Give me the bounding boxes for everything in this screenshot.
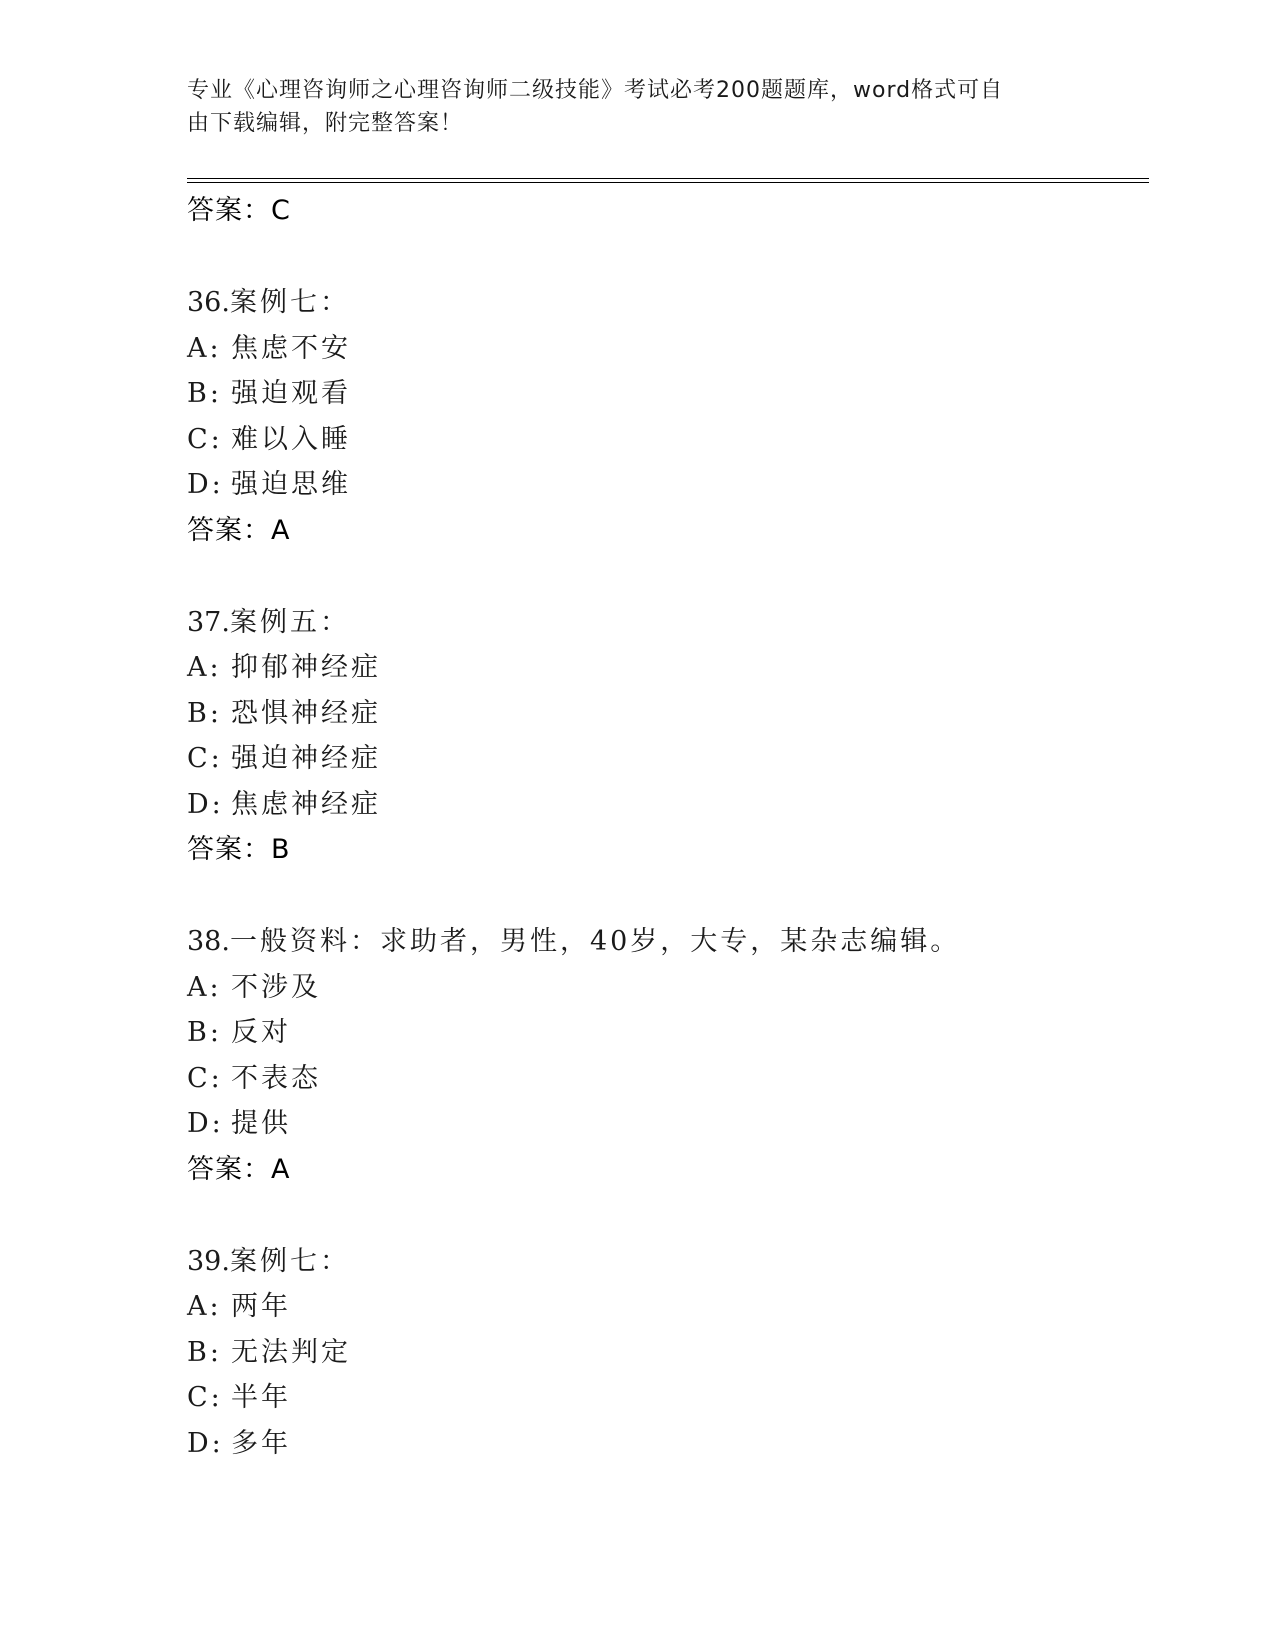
- option-d: [187, 782, 1149, 828]
- option-a: [187, 965, 1149, 1011]
- option-d: [187, 1101, 1149, 1147]
- option-text: 强迫神经症: [231, 743, 381, 774]
- question-stem: [187, 280, 1149, 326]
- question-text: 案例五：: [229, 606, 350, 638]
- option-text: 强迫观看: [231, 378, 351, 409]
- option-text: 恐惧神经症: [231, 697, 381, 729]
- option-text: 半年: [231, 1382, 291, 1413]
- option-a: [187, 1284, 1149, 1330]
- question-stem: [187, 600, 1149, 646]
- header-line-1: 专业《心理咨询师之心理咨询师二级技能》考试必考200题题库，word格式可自: [187, 78, 1004, 103]
- option-letter: B:: [187, 697, 222, 729]
- option-b: [187, 1010, 1149, 1056]
- option-b: [187, 371, 1149, 417]
- option-letter: A:: [187, 971, 222, 1003]
- option-text: 抑郁神经症: [231, 652, 381, 683]
- option-text: 强迫思维: [231, 469, 351, 500]
- document-header: [187, 74, 1067, 140]
- header-divider-bottom: [187, 182, 1149, 183]
- option-a: [187, 326, 1149, 372]
- answer-line: 答案：A: [187, 1153, 291, 1185]
- question-block: [187, 280, 1149, 554]
- option-letter: C:: [187, 1382, 223, 1413]
- header-line-2: 由下载编辑，附完整答案！: [187, 111, 464, 136]
- option-d: [187, 1421, 1149, 1467]
- option-letter: D:: [187, 469, 224, 500]
- answer-line: 答案：C: [187, 195, 291, 226]
- option-letter: C:: [187, 743, 223, 774]
- option-c: [187, 417, 1149, 463]
- option-letter: D:: [187, 1108, 224, 1139]
- option-text: 无法判定: [231, 1336, 351, 1368]
- answer-line: 答案：B: [187, 834, 291, 865]
- question-block: [187, 919, 1149, 1193]
- option-letter: C:: [187, 423, 223, 455]
- option-text: 提供: [231, 1108, 291, 1139]
- question-number: 38.: [187, 926, 230, 957]
- option-text: 焦虑不安: [231, 332, 351, 364]
- question-block: [187, 600, 1149, 874]
- question-text: 案例七：: [229, 1245, 350, 1277]
- option-text: 不表态: [231, 1062, 321, 1094]
- answer-line: 答案：A: [187, 514, 291, 546]
- option-text: 两年: [231, 1291, 291, 1322]
- option-letter: C:: [187, 1062, 223, 1094]
- option-text: 难以入睡: [231, 423, 351, 455]
- question-list: [187, 188, 1149, 1466]
- option-text: 不涉及: [231, 971, 321, 1003]
- question-number: 37.: [187, 606, 230, 638]
- option-letter: A:: [187, 332, 222, 364]
- question-stem: [187, 1239, 1149, 1285]
- option-text: 焦虑神经症: [231, 788, 381, 820]
- question-text: 一般资料：求助者，男性，40岁，大专，某杂志编辑。: [229, 926, 961, 957]
- option-letter: B:: [187, 1336, 222, 1368]
- question-number: 39.: [187, 1245, 230, 1277]
- option-b: [187, 1330, 1149, 1376]
- option-letter: A:: [187, 652, 222, 683]
- option-b: [187, 691, 1149, 737]
- option-c: [187, 1375, 1149, 1421]
- question-text: 案例七：: [229, 287, 350, 318]
- option-letter: B:: [187, 1017, 222, 1048]
- option-text: 多年: [231, 1427, 291, 1459]
- question-block: [187, 1239, 1149, 1467]
- option-d: [187, 462, 1149, 508]
- question-number: 36.: [187, 287, 230, 318]
- header-divider-top: [187, 178, 1149, 179]
- option-letter: A:: [187, 1291, 222, 1322]
- option-c: [187, 1056, 1149, 1102]
- option-text: 反对: [231, 1017, 291, 1048]
- option-letter: B:: [187, 378, 222, 409]
- option-letter: D:: [187, 788, 224, 820]
- option-letter: D:: [187, 1427, 224, 1459]
- option-c: [187, 736, 1149, 782]
- question-stem: [187, 919, 1149, 965]
- option-a: [187, 645, 1149, 691]
